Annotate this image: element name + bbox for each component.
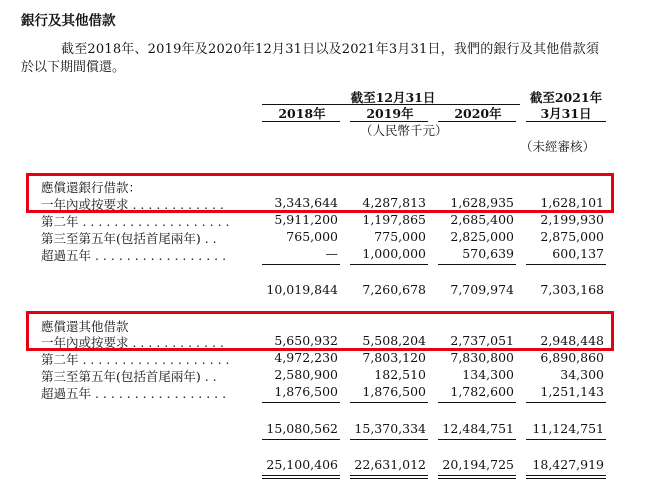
cell-2020: 12,484,751 xyxy=(442,421,514,436)
row-label: 一年內或按要求 . . . . . . . . . . . . xyxy=(41,197,224,212)
unit-label: （人民幣千元） xyxy=(360,123,448,138)
cell-2021q1: 18,427,919 xyxy=(532,457,604,472)
header-year-2019: 2019年 xyxy=(366,106,414,121)
cell-2021q1: 34,300 xyxy=(560,367,604,382)
subtotal-rule xyxy=(262,264,340,265)
cell-2020: 20,194,725 xyxy=(442,457,514,472)
double-rule xyxy=(526,478,606,479)
table-row xyxy=(0,367,656,385)
subtotal-rule xyxy=(526,264,606,265)
row-label: 一年內或按要求 . . . . . . . . . . . . xyxy=(41,335,224,350)
section-title: 銀行及其他借款 xyxy=(21,13,116,29)
header-rule-latest xyxy=(526,121,606,122)
cell-2020: 7,830,800 xyxy=(450,350,514,365)
row-label: 第三至第五年(包括首尾兩年) . . xyxy=(41,369,217,384)
cell-2019: 4,287,813 xyxy=(362,195,426,210)
other-subtotal-row xyxy=(0,421,656,439)
row-label: 超過五年 . . . . . . . . . . . . . . . . . xyxy=(41,386,227,401)
cell-2021q1: 2,199,930 xyxy=(540,212,604,227)
double-rule xyxy=(438,478,516,479)
cell-2019: 775,000 xyxy=(374,229,426,244)
cell-2020: 2,737,051 xyxy=(450,333,514,348)
cell-2021q1: 2,875,000 xyxy=(540,229,604,244)
cell-2020: 7,709,974 xyxy=(450,282,514,297)
table-row xyxy=(0,384,656,402)
cell-2021q1: 1,251,143 xyxy=(540,384,604,399)
cell-2019: 15,370,334 xyxy=(354,421,426,436)
cell-2021q1: 7,303,168 xyxy=(540,282,604,297)
header-year-2018: 2018年 xyxy=(278,106,326,121)
cell-2020: 570,639 xyxy=(462,246,514,261)
cell-2018: 5,650,932 xyxy=(274,333,338,348)
total-rule xyxy=(350,439,428,440)
double-rule xyxy=(438,475,516,476)
subtotal-rule xyxy=(438,264,516,265)
subtotal-rule xyxy=(438,402,516,403)
header-as-at-dec31: 截至12月31日 xyxy=(350,90,436,105)
intro-line-2: 於以下期間償還。 xyxy=(21,60,126,75)
double-rule xyxy=(350,478,428,479)
total-rule xyxy=(438,439,516,440)
cell-2018: 15,080,562 xyxy=(266,421,338,436)
cell-2018: 765,000 xyxy=(286,229,338,244)
header-rule-2018 xyxy=(262,121,340,122)
subtotal-rule xyxy=(350,402,428,403)
cell-2020: 2,825,000 xyxy=(450,229,514,244)
table-row xyxy=(0,229,656,247)
cell-2021q1: 600,137 xyxy=(552,246,604,261)
bank-subtotal-row xyxy=(0,282,656,300)
other-section-title: 應償還其他借款 xyxy=(41,319,129,334)
row-label: 第二年 . . . . . . . . . . . . . . . . . . . xyxy=(41,352,230,367)
cell-2018: — xyxy=(325,246,338,261)
double-rule xyxy=(262,478,340,479)
cell-2020: 1,628,935 xyxy=(450,195,514,210)
cell-2021q1: 6,890,860 xyxy=(540,350,604,365)
cell-2019: 1,000,000 xyxy=(362,246,426,261)
cell-2021q1: 2,948,448 xyxy=(540,333,604,348)
cell-2019: 7,260,678 xyxy=(362,282,426,297)
grand-total-row xyxy=(0,457,656,475)
cell-2020: 1,782,600 xyxy=(450,384,514,399)
subtotal-rule xyxy=(262,402,340,403)
row-label: 第三至第五年(包括首尾兩年) . . xyxy=(41,231,217,246)
double-rule xyxy=(526,475,606,476)
double-rule xyxy=(350,475,428,476)
cell-2019: 1,876,500 xyxy=(362,384,426,399)
intro-line-1: 截至2018年、2019年及2020年12月31日以及2021年3月31日，我們的銀行及其他借款須 xyxy=(61,42,600,57)
total-rule xyxy=(262,439,340,440)
row-label: 第二年 . . . . . . . . . . . . . . . . . . . xyxy=(41,214,230,229)
bank-section-title: 應償還銀行借款： xyxy=(41,180,142,195)
subtotal-rule xyxy=(350,264,428,265)
cell-2019: 1,197,865 xyxy=(362,212,426,227)
unaudited-label: （未經審核） xyxy=(520,139,596,154)
total-rule xyxy=(526,439,606,440)
cell-2019: 182,510 xyxy=(374,367,426,382)
cell-2020: 134,300 xyxy=(462,367,514,382)
cell-2018: 25,100,406 xyxy=(266,457,338,472)
cell-2018: 3,343,644 xyxy=(274,195,338,210)
header-latest-line2: 3月31日 xyxy=(540,106,592,121)
table-row xyxy=(0,212,656,230)
table-row xyxy=(0,350,656,368)
double-rule xyxy=(262,475,340,476)
cell-2018: 5,911,200 xyxy=(274,212,338,227)
table-row xyxy=(0,246,656,264)
row-label: 超過五年 . . . . . . . . . . . . . . . . . xyxy=(41,248,227,263)
cell-2018: 1,876,500 xyxy=(274,384,338,399)
cell-2019: 22,631,012 xyxy=(354,457,426,472)
highlight-box-bank xyxy=(26,173,614,213)
cell-2019: 7,803,120 xyxy=(362,350,426,365)
cell-2021q1: 11,124,751 xyxy=(532,421,604,436)
cell-2020: 2,685,400 xyxy=(450,212,514,227)
header-year-2020: 2020年 xyxy=(454,106,502,121)
cell-2018: 2,580,900 xyxy=(274,367,338,382)
subtotal-rule xyxy=(526,402,606,403)
cell-2018: 4,972,230 xyxy=(274,350,338,365)
cell-2018: 10,019,844 xyxy=(266,282,338,297)
highlight-box-other xyxy=(26,311,614,351)
header-rule-2020 xyxy=(438,121,516,122)
cell-2021q1: 1,628,101 xyxy=(540,195,604,210)
header-latest-line1: 截至2021年 xyxy=(529,90,603,105)
cell-2019: 5,508,204 xyxy=(362,333,426,348)
